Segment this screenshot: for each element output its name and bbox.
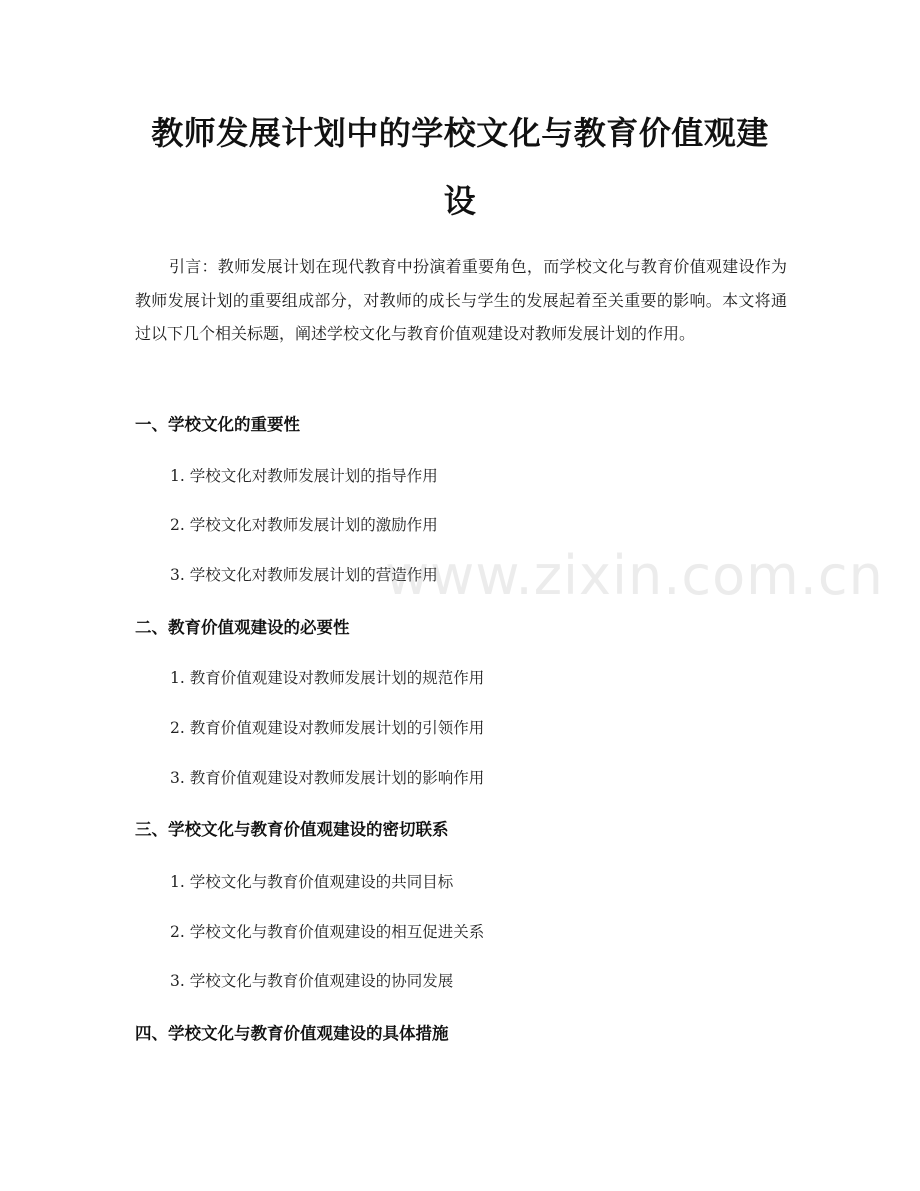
list-item: 2. 学校文化对教师发展计划的激励作用 xyxy=(170,516,438,534)
list-item: 1. 学校文化与教育价值观建设的共同目标 xyxy=(170,873,454,891)
list-item: 2. 学校文化与教育价值观建设的相互促进关系 xyxy=(170,923,485,941)
document-title-line2: 设 xyxy=(443,182,477,220)
list-item: 1. 教育价值观建设对教师发展计划的规范作用 xyxy=(170,669,485,687)
section-heading-3: 三、学校文化与教育价值观建设的密切联系 xyxy=(135,820,449,839)
document-title-line1: 教师发展计划中的学校文化与教育价值观建 xyxy=(151,114,769,152)
list-item: 3. 学校文化与教育价值观建设的协同发展 xyxy=(170,972,454,990)
list-item: 3. 学校文化对教师发展计划的营造作用 xyxy=(170,566,438,584)
list-item: 2. 教育价值观建设对教师发展计划的引领作用 xyxy=(170,719,485,737)
section-heading-1: 一、学校文化的重要性 xyxy=(135,415,300,434)
list-item: 3. 教育价值观建设对教师发展计划的影响作用 xyxy=(170,769,485,787)
list-item: 1. 学校文化对教师发展计划的指导作用 xyxy=(170,467,438,485)
watermark-text: www.zixin.com.cn xyxy=(385,544,884,607)
section-heading-4: 四、学校文化与教育价值观建设的具体措施 xyxy=(135,1024,449,1043)
section-heading-2: 二、教育价值观建设的必要性 xyxy=(135,618,350,637)
intro-paragraph: 引言：教师发展计划在现代教育中扮演着重要角色，而学校文化与教育价值观建设作为教师发展计划的重要组成部分，对教师的成长与学生的发展起着至关重要的影响。本文将通过以下几个相关标题，阐述学校文化与教育价值观建设对教师发展计划的作用。 xyxy=(135,257,787,344)
